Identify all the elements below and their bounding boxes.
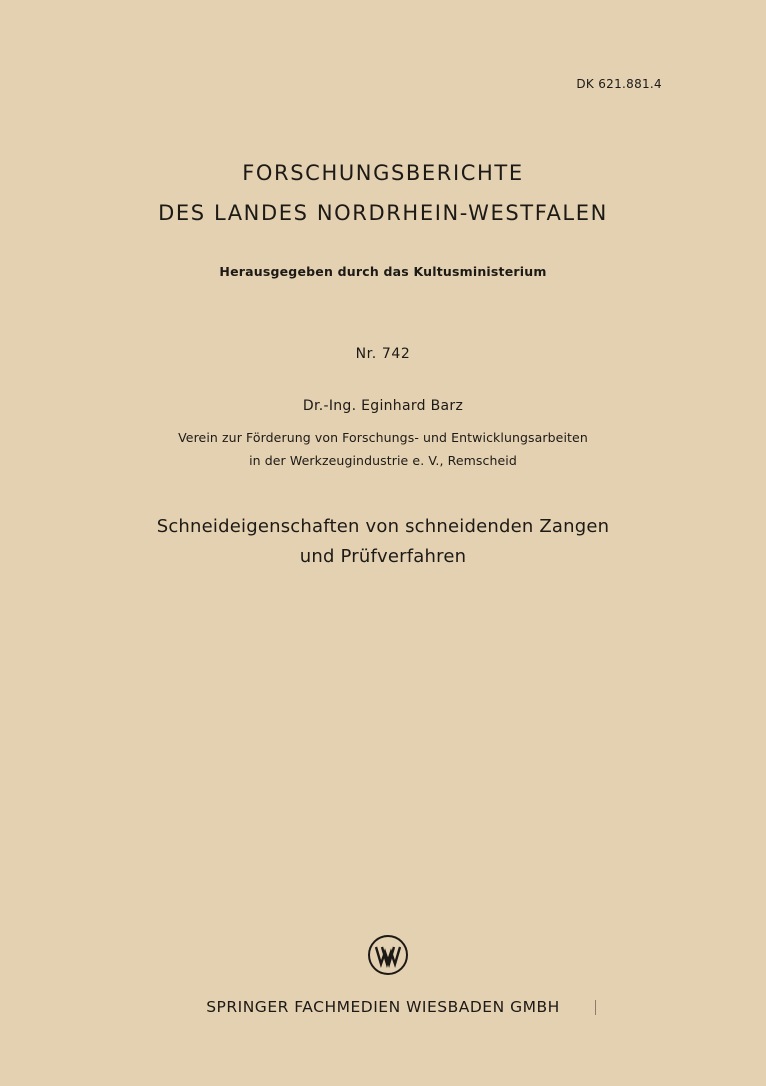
book-title-line-2: und Prüfverfahren (299, 546, 467, 567)
book-title-line-1: Schneideigenschaften von schneidenden Zangen (156, 516, 610, 537)
report-number: Nr. 742 (355, 346, 411, 362)
publisher-imprint: SPRINGER FACHMEDIEN WIESBADEN GMBH (206, 998, 560, 1016)
series-title-line-1: FORSCHUNGSBERICHTE (242, 161, 524, 185)
publisher-logo-icon (367, 934, 409, 976)
series-title-line-2: DES LANDES NORDRHEIN-WESTFALEN (158, 201, 608, 225)
dk-classification: DK 621.881.4 (576, 77, 662, 91)
affiliation-line-1: Verein zur Förderung von Forschungs- und Entwicklungsarbeiten (178, 430, 588, 445)
margin-mark (595, 1000, 596, 1015)
publisher-note: Herausgegeben durch das Kultusministerium (219, 264, 547, 279)
affiliation-line-2: in der Werkzeugindustrie e. V., Remscheid (249, 453, 517, 468)
author-name: Dr.-Ing. Eginhard Barz (302, 398, 464, 414)
